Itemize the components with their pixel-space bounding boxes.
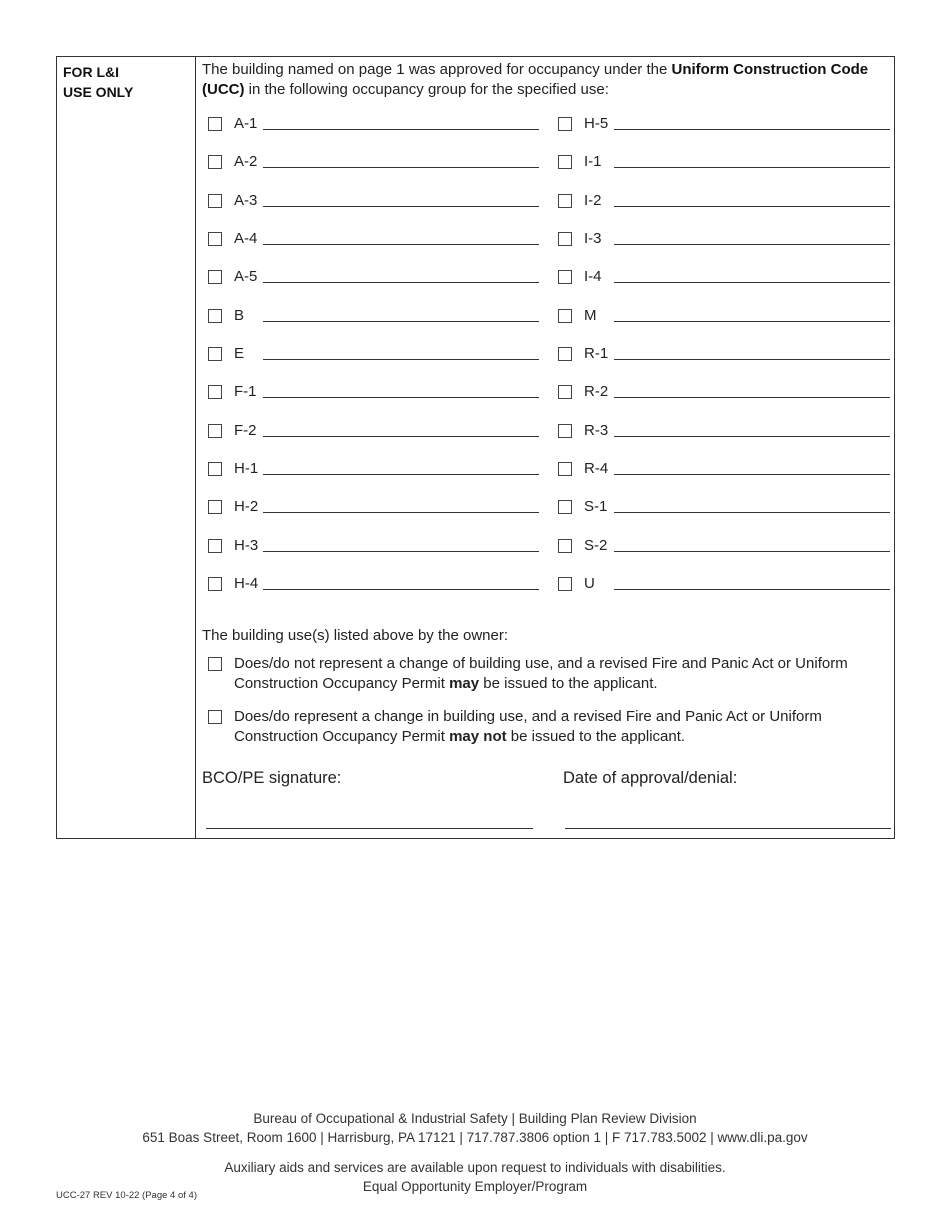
occupancy-row-s1 — [558, 497, 890, 517]
occupancy-checkbox-a3[interactable] — [208, 194, 222, 208]
occupancy-use-field-r4[interactable] — [614, 474, 890, 475]
occupancy-row-a3 — [208, 191, 539, 211]
occupancy-code-label: H-4 — [234, 575, 259, 592]
occupancy-code-label: S-2 — [584, 537, 608, 554]
occupancy-use-field-i3[interactable] — [614, 244, 890, 245]
intro-text-after: in the following occupancy group for the specified use: — [244, 81, 609, 98]
occupancy-use-field-f1[interactable] — [263, 397, 539, 398]
occupancy-code-label: R-3 — [584, 422, 609, 439]
form-id: UCC-27 REV 10-22 (Page 4 of 4) — [56, 1190, 197, 1201]
occupancy-code-label: A-2 — [234, 153, 258, 170]
no-change-text-post: be issued to the applicant. — [479, 675, 658, 692]
change-text-post: be issued to the applicant. — [506, 728, 686, 745]
footer-accessibility-line: Auxiliary aids and services are available upon request to individuals with disabilities. — [224, 1160, 726, 1175]
occupancy-checkbox-a4[interactable] — [208, 232, 222, 246]
occupancy-use-field-u[interactable] — [614, 589, 890, 590]
occupancy-use-field-i1[interactable] — [614, 167, 890, 168]
occupancy-code-label: A-1 — [234, 115, 258, 132]
occupancy-code-label: I-2 — [584, 192, 602, 209]
occupancy-checkbox-f1[interactable] — [208, 385, 222, 399]
occupancy-row-s2 — [558, 536, 890, 556]
occupancy-code-label: H-1 — [234, 460, 259, 477]
intro-text — [202, 60, 892, 100]
occupancy-use-field-i2[interactable] — [614, 206, 890, 207]
occupancy-row-a5 — [208, 267, 539, 287]
occupancy-checkbox-m[interactable] — [558, 309, 572, 323]
occupancy-checkbox-h5[interactable] — [558, 117, 572, 131]
occupancy-code-label: S-1 — [584, 498, 608, 515]
occupancy-checkbox-h4[interactable] — [208, 577, 222, 591]
occupancy-row-r2 — [558, 382, 890, 402]
occupancy-row-m — [558, 306, 890, 326]
change-checkbox[interactable] — [208, 710, 222, 724]
occupancy-checkbox-r2[interactable] — [558, 385, 572, 399]
occupancy-checkbox-r4[interactable] — [558, 462, 572, 476]
occupancy-use-field-a4[interactable] — [263, 244, 539, 245]
occupancy-checkbox-s1[interactable] — [558, 500, 572, 514]
left-header-line1: FOR L&I — [63, 64, 119, 80]
occupancy-code-label: A-5 — [234, 268, 258, 285]
for-lni-use-only-label — [57, 57, 196, 838]
occupancy-row-a4 — [208, 229, 539, 249]
change-text-pre: Does/do represent a change in building use, and a revised Fire and Panic Act or Uniform Construction Occupancy Permit — [234, 708, 822, 745]
occupancy-row-i1 — [558, 152, 890, 172]
no-change-text-pre: Does/do not represent a change of building use, and a revised Fire and Panic Act or Uniform Construction Occupancy Permit — [234, 655, 848, 692]
occupancy-checkbox-a1[interactable] — [208, 117, 222, 131]
occupancy-use-field-a1[interactable] — [263, 129, 539, 130]
occupancy-code-label: R-1 — [584, 345, 609, 362]
occupancy-code-label: E — [234, 345, 245, 362]
occupancy-code-label: F-1 — [234, 383, 257, 400]
occupancy-checkbox-f2[interactable] — [208, 424, 222, 438]
occupancy-row-u — [558, 574, 890, 594]
occupancy-checkbox-i4[interactable] — [558, 270, 572, 284]
occupancy-use-field-h2[interactable] — [263, 512, 539, 513]
occupancy-checkbox-a2[interactable] — [208, 155, 222, 169]
lni-use-only-table — [56, 56, 895, 839]
occupancy-row-i2 — [558, 191, 890, 211]
date-field[interactable] — [565, 828, 891, 829]
occupancy-row-h5 — [558, 114, 890, 134]
intro-text-before: The building named on page 1 was approved for occupancy under the — [202, 61, 672, 78]
occupancy-code-label: R-2 — [584, 383, 609, 400]
occupancy-row-e — [208, 344, 539, 364]
occupancy-row-a1 — [208, 114, 539, 134]
occupancy-code-label: H-2 — [234, 498, 259, 515]
occupancy-use-field-b[interactable] — [263, 321, 539, 322]
occupancy-row-b — [208, 306, 539, 326]
occupancy-checkbox-r3[interactable] — [558, 424, 572, 438]
occupancy-row-i3 — [558, 229, 890, 249]
occupancy-checkbox-u[interactable] — [558, 577, 572, 591]
signature-field[interactable] — [206, 828, 533, 829]
no-change-checkbox[interactable] — [208, 657, 222, 671]
occupancy-code-label: M — [584, 307, 597, 324]
occupancy-checkbox-s2[interactable] — [558, 539, 572, 553]
occupancy-code-label: F-2 — [234, 422, 257, 439]
occupancy-use-field-s2[interactable] — [614, 551, 890, 552]
occupancy-row-h3 — [208, 536, 539, 556]
occupancy-code-label: A-4 — [234, 230, 258, 247]
occupancy-checkbox-a5[interactable] — [208, 270, 222, 284]
occupancy-checkbox-i2[interactable] — [558, 194, 572, 208]
occupancy-use-field-a3[interactable] — [263, 206, 539, 207]
occupancy-use-field-h3[interactable] — [263, 551, 539, 552]
occupancy-use-field-a5[interactable] — [263, 282, 539, 283]
no-change-option-text — [234, 654, 894, 694]
occupancy-row-a2 — [208, 152, 539, 172]
occupancy-use-field-f2[interactable] — [263, 436, 539, 437]
signature-label: BCO/PE signature: — [202, 769, 342, 787]
occupancy-use-field-h4[interactable] — [263, 589, 539, 590]
owner-use-label: The building use(s) listed above by the owner: — [202, 627, 509, 644]
occupancy-code-label: H-5 — [584, 115, 609, 132]
occupancy-row-f1 — [208, 382, 539, 402]
occupancy-code-label: H-3 — [234, 537, 259, 554]
occupancy-row-r4 — [558, 459, 890, 479]
occupancy-code-label: A-3 — [234, 192, 258, 209]
occupancy-use-field-r2[interactable] — [614, 397, 890, 398]
occupancy-code-label: I-3 — [584, 230, 602, 247]
occupancy-checkbox-b[interactable] — [208, 309, 222, 323]
occupancy-row-h4 — [208, 574, 539, 594]
footer-address-line: 651 Boas Street, Room 1600 | Harrisburg, PA 17121 | 717.787.3806 option 1 | F 717.783.5002 | www.dli.pa.gov — [142, 1130, 808, 1145]
occupancy-use-field-r3[interactable] — [614, 436, 890, 437]
occupancy-checkbox-r1[interactable] — [558, 347, 572, 361]
change-text-bold: may not — [449, 728, 507, 745]
occupancy-checkbox-e[interactable] — [208, 347, 222, 361]
occupancy-code-label: I-1 — [584, 153, 602, 170]
occupancy-checkbox-h2[interactable] — [208, 500, 222, 514]
occupancy-checkbox-h1[interactable] — [208, 462, 222, 476]
occupancy-code-label: R-4 — [584, 460, 609, 477]
occupancy-use-field-i4[interactable] — [614, 282, 890, 283]
footer-eoe-line: Equal Opportunity Employer/Program — [362, 1179, 588, 1194]
occupancy-checkbox-h3[interactable] — [208, 539, 222, 553]
occupancy-use-field-h1[interactable] — [263, 474, 539, 475]
occupancy-code-label: B — [234, 307, 245, 324]
change-option-text — [234, 707, 894, 747]
occupancy-row-r3 — [558, 421, 890, 441]
occupancy-use-field-r1[interactable] — [614, 359, 890, 360]
occupancy-use-field-e[interactable] — [263, 359, 539, 360]
occupancy-row-f2 — [208, 421, 539, 441]
occupancy-checkbox-i3[interactable] — [558, 232, 572, 246]
occupancy-row-h1 — [208, 459, 539, 479]
occupancy-code-label: I-4 — [584, 268, 602, 285]
date-label: Date of approval/denial: — [563, 769, 738, 787]
left-header-line2: USE ONLY — [63, 84, 134, 100]
occupancy-use-field-a2[interactable] — [263, 167, 539, 168]
intro-bold-ucc: Uniform Construction Code (UCC) — [202, 61, 869, 98]
occupancy-code-label: U — [584, 575, 595, 592]
occupancy-use-field-m[interactable] — [614, 321, 890, 322]
occupancy-checkbox-i1[interactable] — [558, 155, 572, 169]
occupancy-use-field-h5[interactable] — [614, 129, 890, 130]
occupancy-row-r1 — [558, 344, 890, 364]
footer-bureau-line: Bureau of Occupational & Industrial Safety | Building Plan Review Division — [253, 1111, 697, 1126]
no-change-text-bold: may — [449, 675, 480, 692]
occupancy-use-field-s1[interactable] — [614, 512, 890, 513]
occupancy-row-h2 — [208, 497, 539, 517]
occupancy-row-i4 — [558, 267, 890, 287]
